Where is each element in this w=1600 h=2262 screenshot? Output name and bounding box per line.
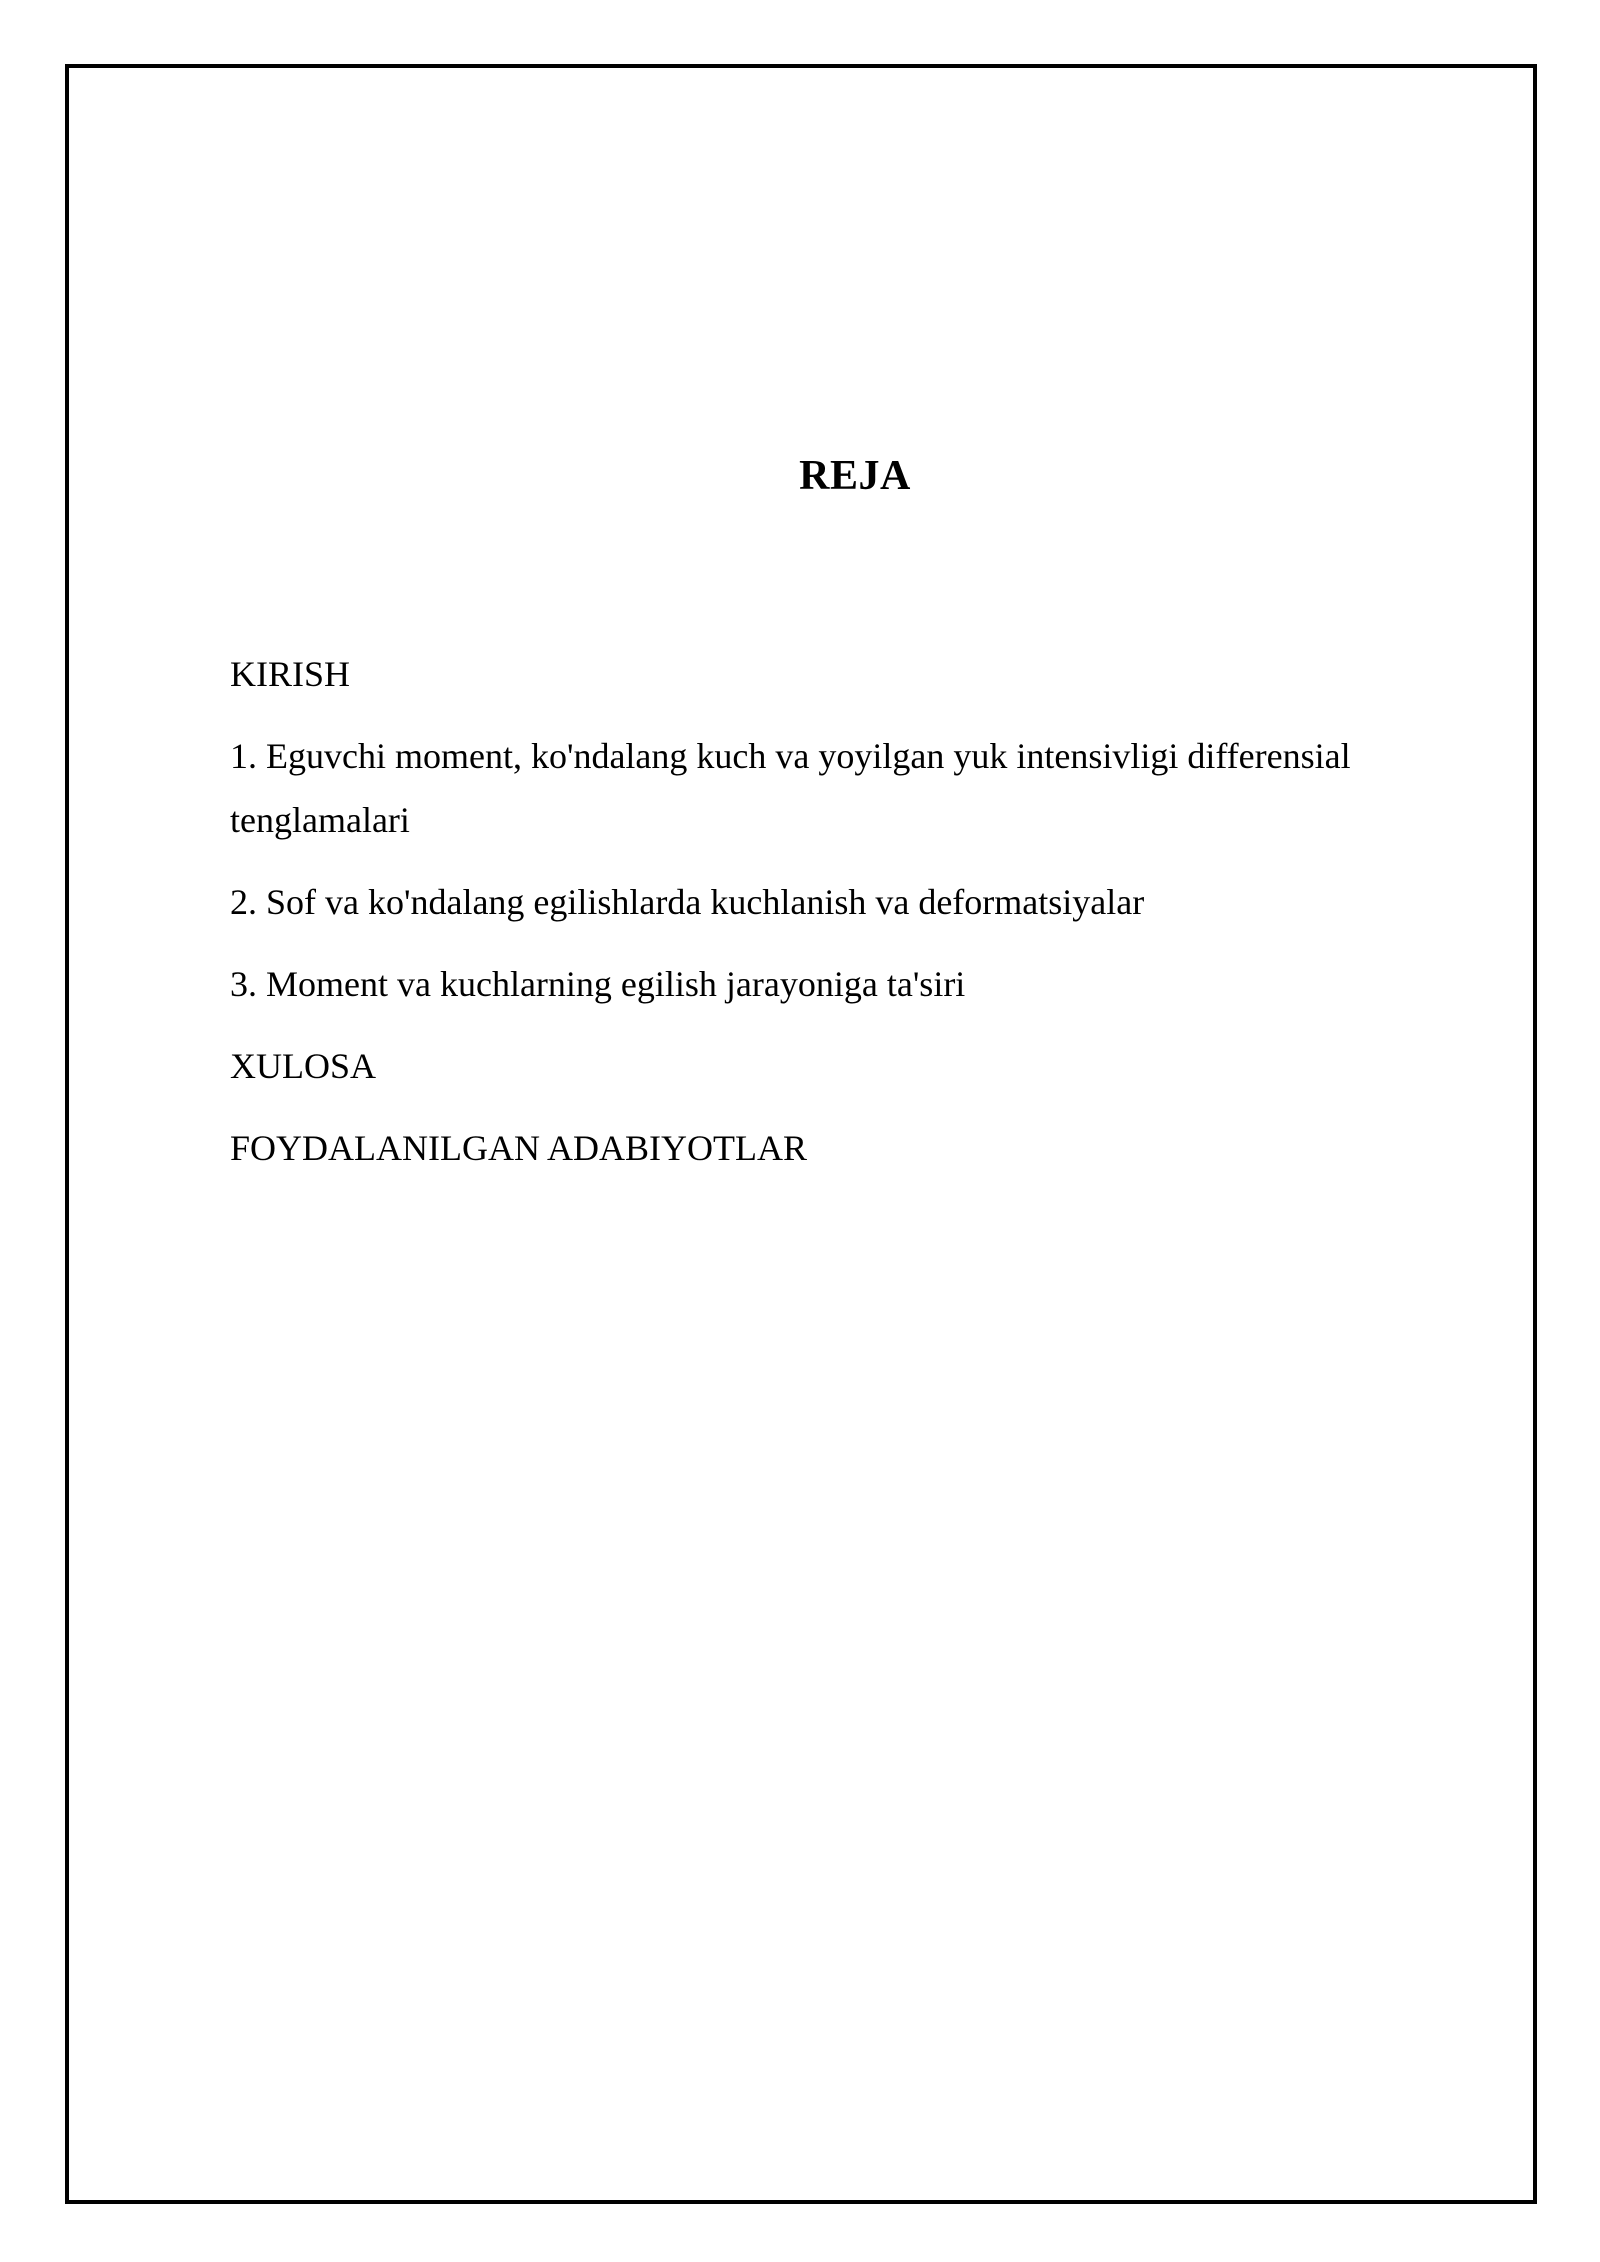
toc-item-section-3: 3. Moment va kuchlarning egilish jarayoniga ta'siri [230,964,966,1004]
table-of-contents [230,642,1430,1198]
toc-item-conclusion: XULOSA [230,1046,377,1086]
toc-item-section-1: 1. Eguvchi moment, ko'ndalang kuch va yoyilgan yuk intensivligi differensial tenglamalari [230,736,1351,840]
toc-item-section-2: 2. Sof va ko'ndalang egilishlarda kuchlanish va deformatsiyalar [230,882,1145,922]
page-title: REJA [799,453,911,499]
toc-item-references: FOYDALANILGAN ADABIYOTLAR [230,1128,807,1168]
toc-item-introduction: KIRISH [230,654,351,694]
